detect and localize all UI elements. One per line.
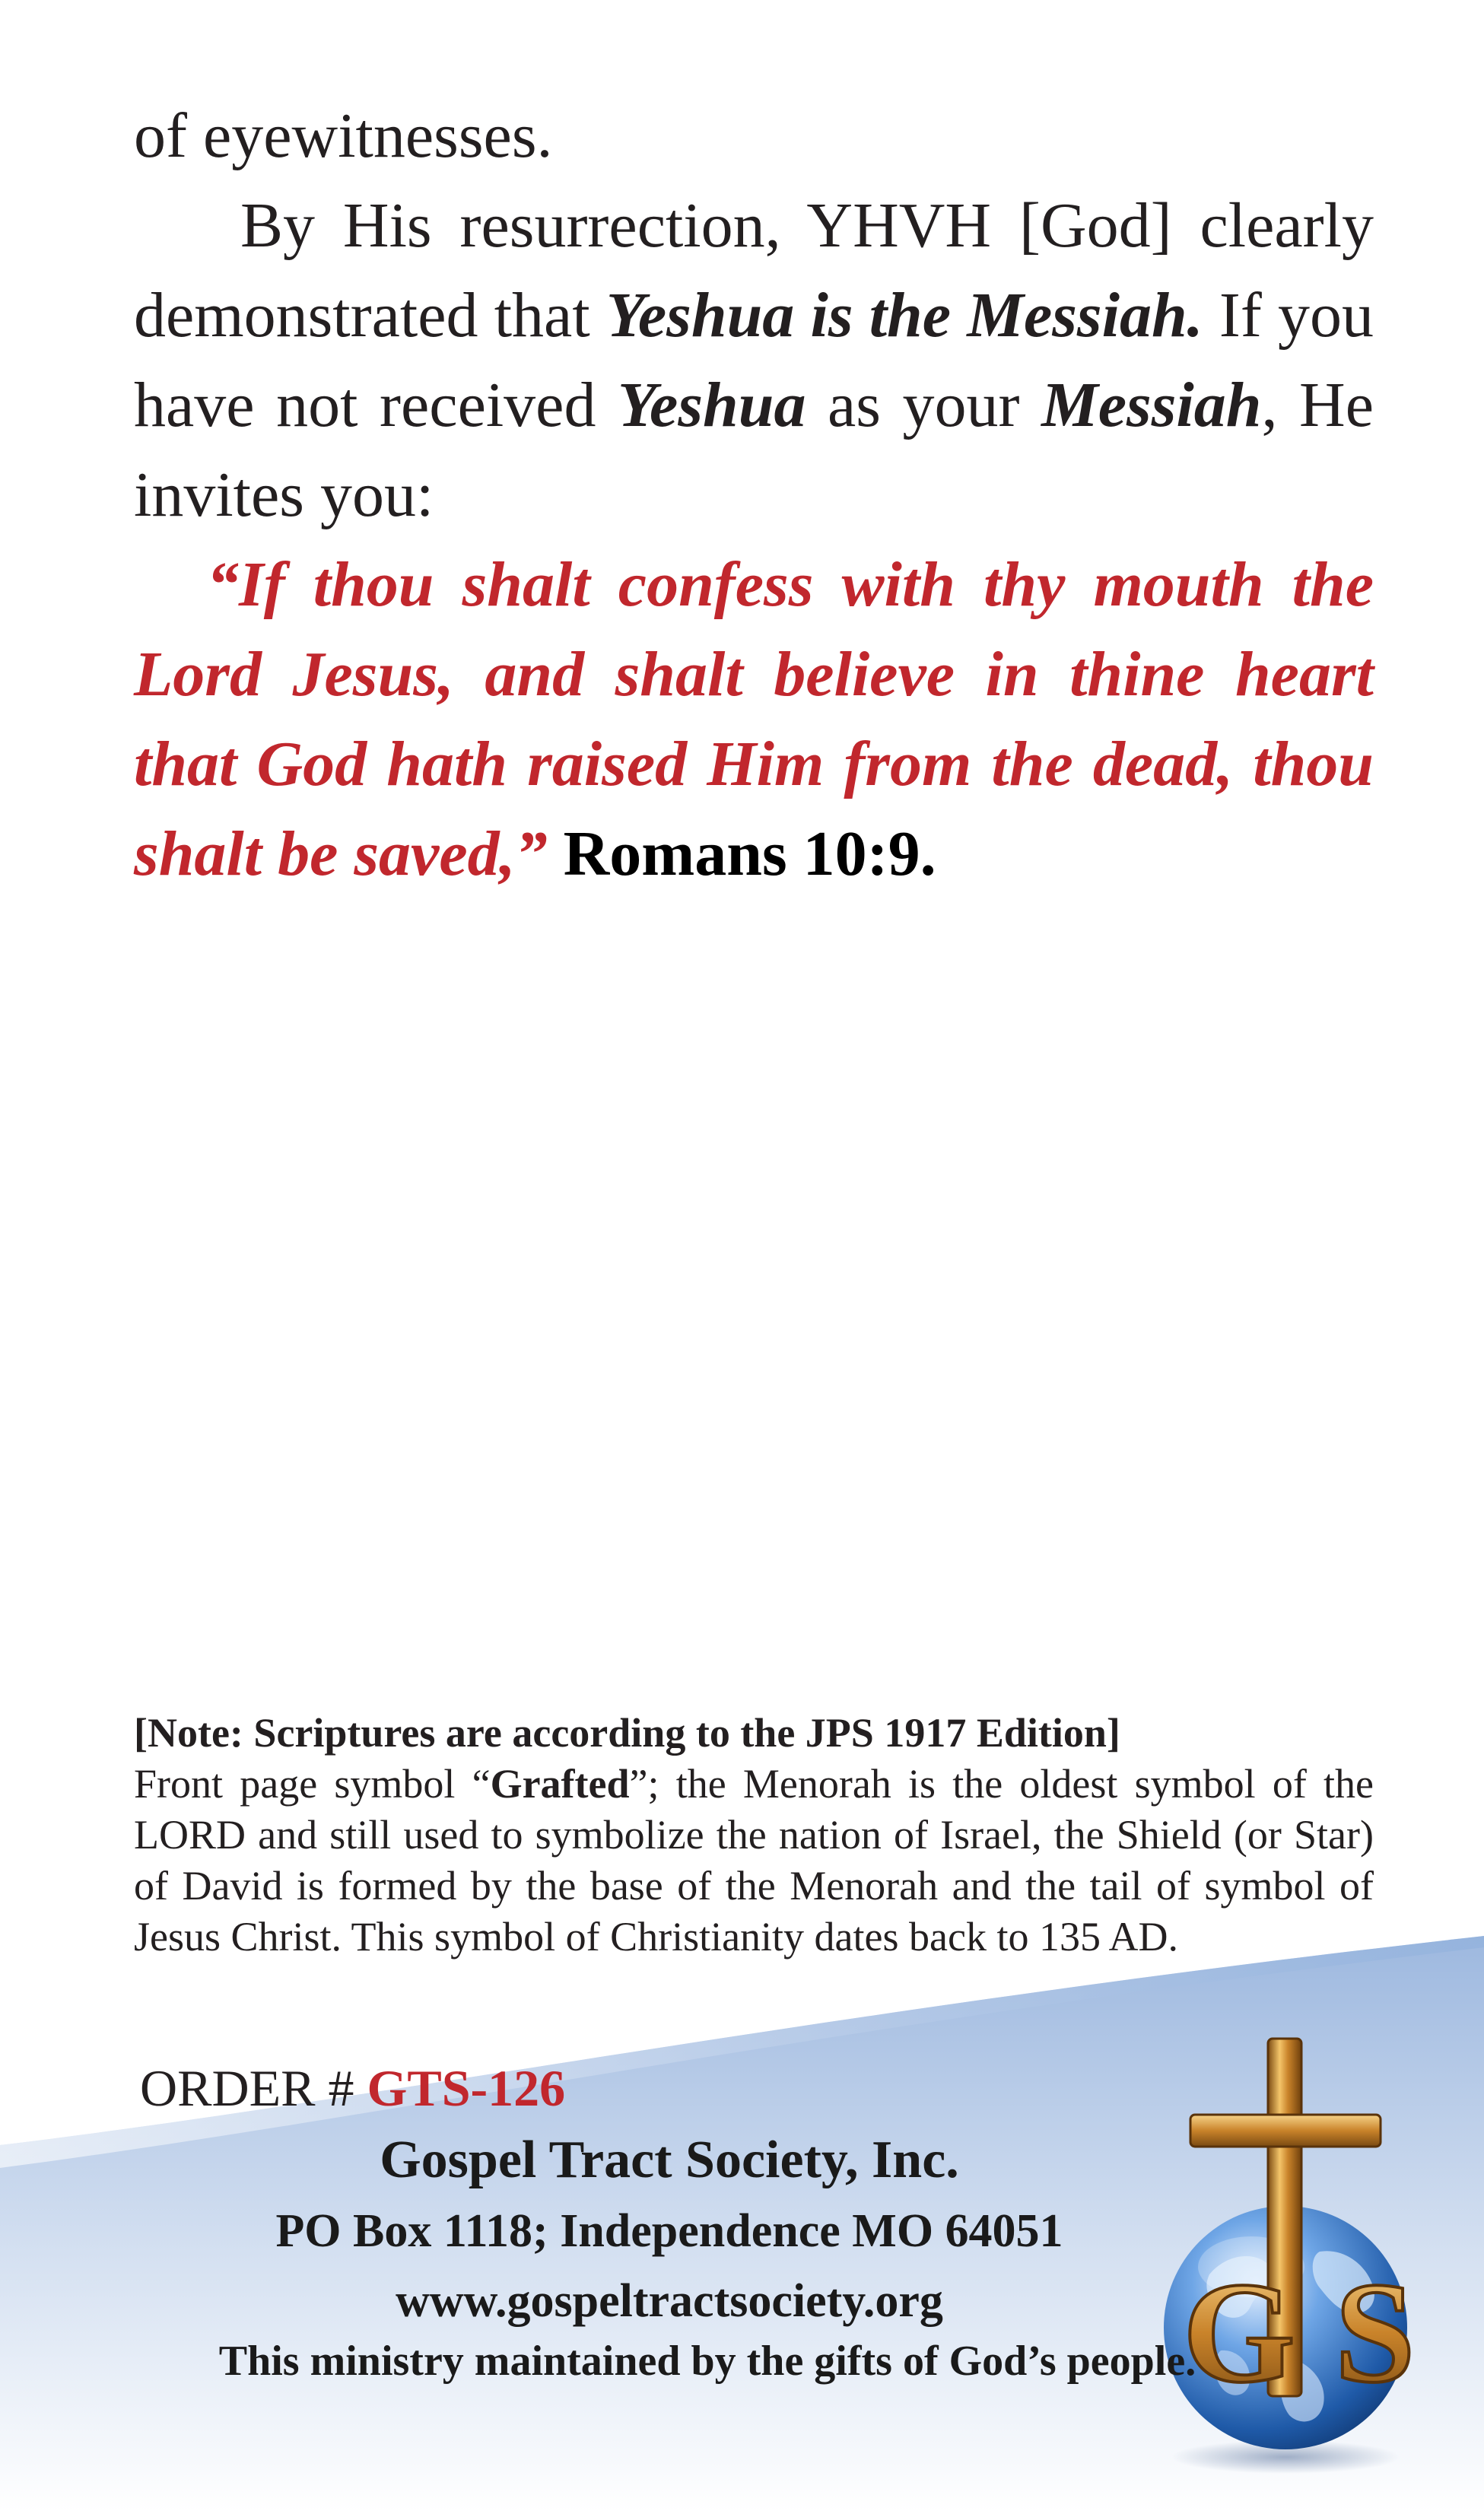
continuation-line: of eyewitnesses. [134,100,553,171]
note-body [134,1759,1374,1963]
note-block [134,1708,1374,1963]
bracket-close: ] [1106,1710,1120,1756]
bracket-open: [ [134,1710,148,1756]
para-text: , He invites you: [134,370,1374,530]
note-text: ”; the Menorah is the oldest symbol of the LORD and still used to symbolize the nation of Israel, the Shield (or Star) of David is formed by the base of the Menorah and the tail of symbol of Jesus Christ. This symbol of Christianity dates back to 135 AD. [134,1761,1374,1960]
para-text: By His resurrection, YHVH [God] clearly demonstrated that [134,190,1374,351]
ministry-statement: This ministry maintained by the gifts of God’s people. [218,2338,1196,2385]
para-text: If you have not received [134,280,1374,440]
para-text: as your [806,370,1042,440]
note-heading-line [134,1708,1374,1759]
note-heading: Note: Scriptures are according to the JPS 1917 Edition [147,1710,1107,1756]
emphasis-yeshua: Yeshua [618,370,806,440]
logo-letters: GS [1183,2253,1455,2413]
note-text: Front page symbol “ [134,1761,491,1807]
scripture-quote: “If thou shalt confess with thy mouth the Lord Jesus, and shalt believe in thine heart that God hath raised Him from the dead, thou shalt be saved,” [134,549,1374,889]
society-name: Gospel Tract Society, Inc. [380,2131,959,2189]
order-code: GTS-126 [367,2059,566,2117]
postal-address: PO Box 1118; Independence MO 64051 [275,2205,1063,2257]
order-label: ORDER # [140,2059,367,2117]
order-number [140,2058,565,2118]
note-grafted: Grafted [490,1761,630,1807]
website-link[interactable]: www.gospeltractsociety.org [396,2275,943,2327]
emphasis-messiah: Messiah [1041,370,1262,440]
emphasis-yeshua-messiah: Yeshua is the Messiah. [605,280,1203,351]
scripture-reference: Romans 10:9. [547,818,936,889]
